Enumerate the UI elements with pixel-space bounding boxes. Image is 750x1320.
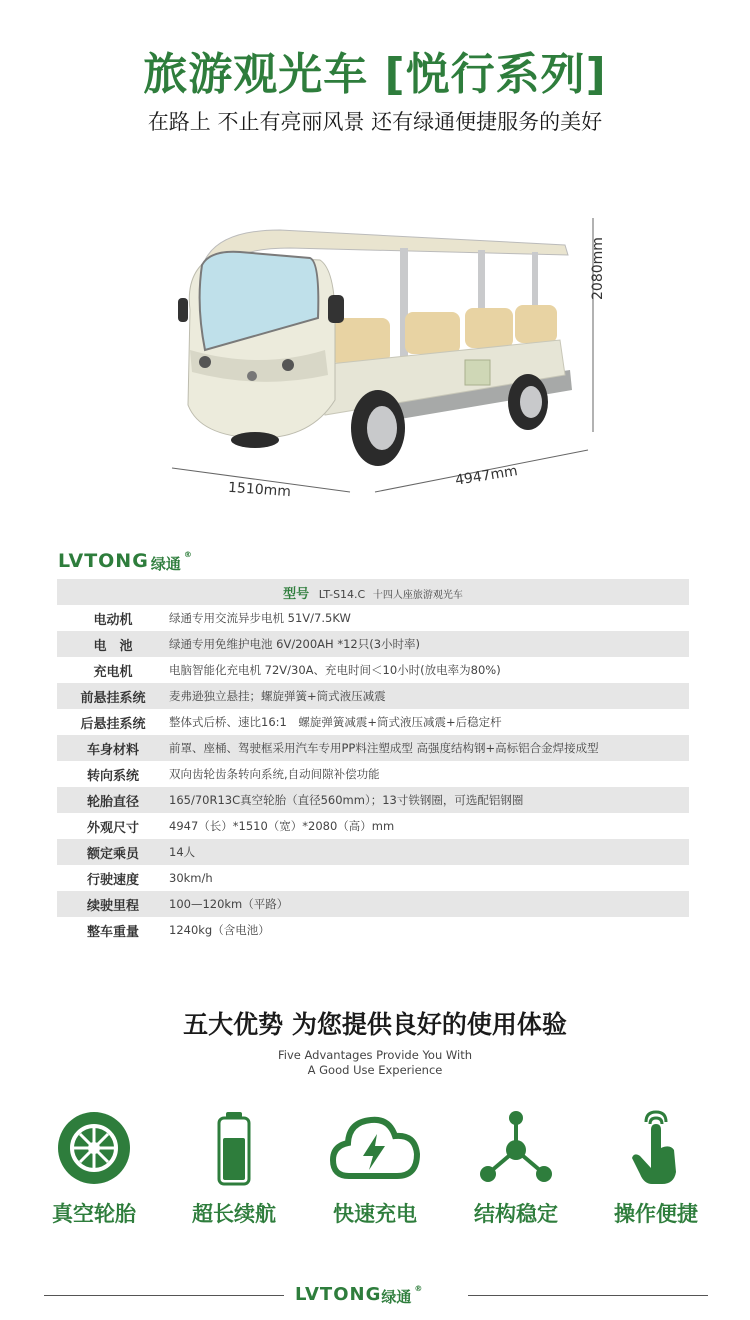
brand-name-cn: 绿通	[150, 555, 181, 573]
footer-logo	[295, 1284, 422, 1307]
spec-key: 充电机	[57, 657, 169, 683]
advantage-item-charging	[305, 1110, 445, 1228]
spec-key: 车身材料	[57, 735, 169, 761]
spec-key: 后悬挂系统	[57, 709, 169, 735]
charging-cloud-icon	[329, 1110, 421, 1186]
touch-hand-icon	[618, 1110, 694, 1186]
spec-key: 额定乘员	[57, 839, 169, 865]
advantages-subtitle-line1: Five Advantages Provide You With	[277, 1048, 473, 1062]
spec-value: 前罩、座桶、驾驶框采用汽车专用PP料注塑成型 高强度结构钢+高标铝合金焊接成型	[169, 735, 689, 761]
spec-key: 行驶速度	[57, 865, 169, 891]
footer-brand-name-en: LVTONG	[295, 1284, 382, 1305]
advantages-subtitle-line2: A Good Use Experience	[307, 1063, 443, 1077]
footer-brand-name-cn: 绿通	[381, 1288, 412, 1306]
tire-icon	[56, 1110, 132, 1186]
spec-key: 续驶里程	[57, 891, 169, 917]
spec-value: 14人	[169, 839, 689, 865]
spec-key: 前悬挂系统	[57, 683, 169, 709]
spec-row	[57, 735, 689, 761]
advantage-item-operation	[586, 1110, 726, 1228]
advantage-label: 真空轮胎	[52, 1202, 136, 1226]
advantages-subtitle	[0, 1048, 750, 1078]
spec-row	[57, 787, 689, 813]
spec-row	[57, 813, 689, 839]
spec-value: 100—120km（平路）	[169, 891, 689, 917]
advantage-label: 快速充电	[333, 1202, 417, 1226]
spec-value: 双向齿轮齿条转向系统,自动间隙补偿功能	[169, 761, 689, 787]
spec-value: 麦弗逊独立悬挂；螺旋弹簧+筒式液压减震	[169, 683, 689, 709]
structure-icon	[478, 1110, 554, 1186]
sightseeing-cart-image	[160, 200, 630, 510]
spec-row	[57, 631, 689, 657]
spec-key: 转向系统	[57, 761, 169, 787]
advantage-label: 超长续航	[192, 1202, 276, 1226]
height-dimension: 2080mm	[590, 237, 606, 300]
spec-key: 电 池	[57, 631, 169, 657]
length-dimension: 4947mm	[454, 463, 519, 489]
spec-table	[57, 579, 689, 943]
spec-key: 外观尺寸	[57, 813, 169, 839]
spec-row	[57, 605, 689, 631]
model-value: LT-S14.C	[318, 587, 366, 601]
page-title: 旅游观光车 [悦行系列]	[143, 49, 607, 100]
spec-value: 30km/h	[169, 865, 689, 891]
spec-row	[57, 657, 689, 683]
advantage-label: 操作便捷	[614, 1202, 698, 1226]
spec-value: 1240kg（含电池）	[169, 917, 689, 943]
spec-value: 绿通专用免维护电池 6V/200AH *12只(3小时率)	[169, 631, 689, 657]
advantage-item-structure	[446, 1110, 586, 1228]
advantage-item-battery	[164, 1110, 304, 1228]
spec-row	[57, 839, 689, 865]
spec-row	[57, 761, 689, 787]
spec-key: 轮胎直径	[57, 787, 169, 813]
spec-key: 电动机	[57, 605, 169, 631]
footer-divider-left	[44, 1295, 284, 1296]
spec-key: 整车重量	[57, 917, 169, 943]
page-subtitle: 在路上 不止有亮丽风景 还有绿通便捷服务的美好	[147, 110, 603, 134]
spec-value: 电脑智能化充电机 72V/30A、充电时间＜10小时(放电率为80%)	[169, 657, 689, 683]
model-label: 型号	[283, 586, 310, 602]
spec-row	[57, 683, 689, 709]
brand-name-en: LVTONG	[58, 550, 149, 572]
spec-row	[57, 865, 689, 891]
model-description: 十四人座旅游观光车	[372, 589, 463, 601]
advantage-item-tire	[24, 1110, 164, 1228]
width-dimension: 1510mm	[227, 479, 292, 501]
spec-value: 165/70R13C真空轮胎（直径560mm）；13寸铁钢圈，可选配铝钢圈	[169, 787, 689, 813]
registered-mark: ®	[183, 550, 192, 559]
spec-value: 绿通专用交流异步电机 51V/7.5KW	[169, 605, 689, 631]
spec-model-row	[57, 579, 689, 605]
brand-logo	[58, 550, 192, 574]
battery-icon	[196, 1110, 272, 1186]
advantages-title: 五大优势 为您提供良好的使用体验	[183, 1010, 567, 1039]
spec-row	[57, 891, 689, 917]
spec-row	[57, 917, 689, 943]
footer-registered-mark: ®	[414, 1284, 423, 1293]
spec-value: 整体式后桥、速比16:1 螺旋弹簧减震+筒式液压减震+后稳定杆	[169, 709, 689, 735]
spec-row	[57, 709, 689, 735]
spec-value: 4947（长）*1510（宽）*2080（高）mm	[169, 813, 689, 839]
footer-divider-right	[468, 1295, 708, 1296]
advantage-label: 结构稳定	[474, 1202, 558, 1226]
